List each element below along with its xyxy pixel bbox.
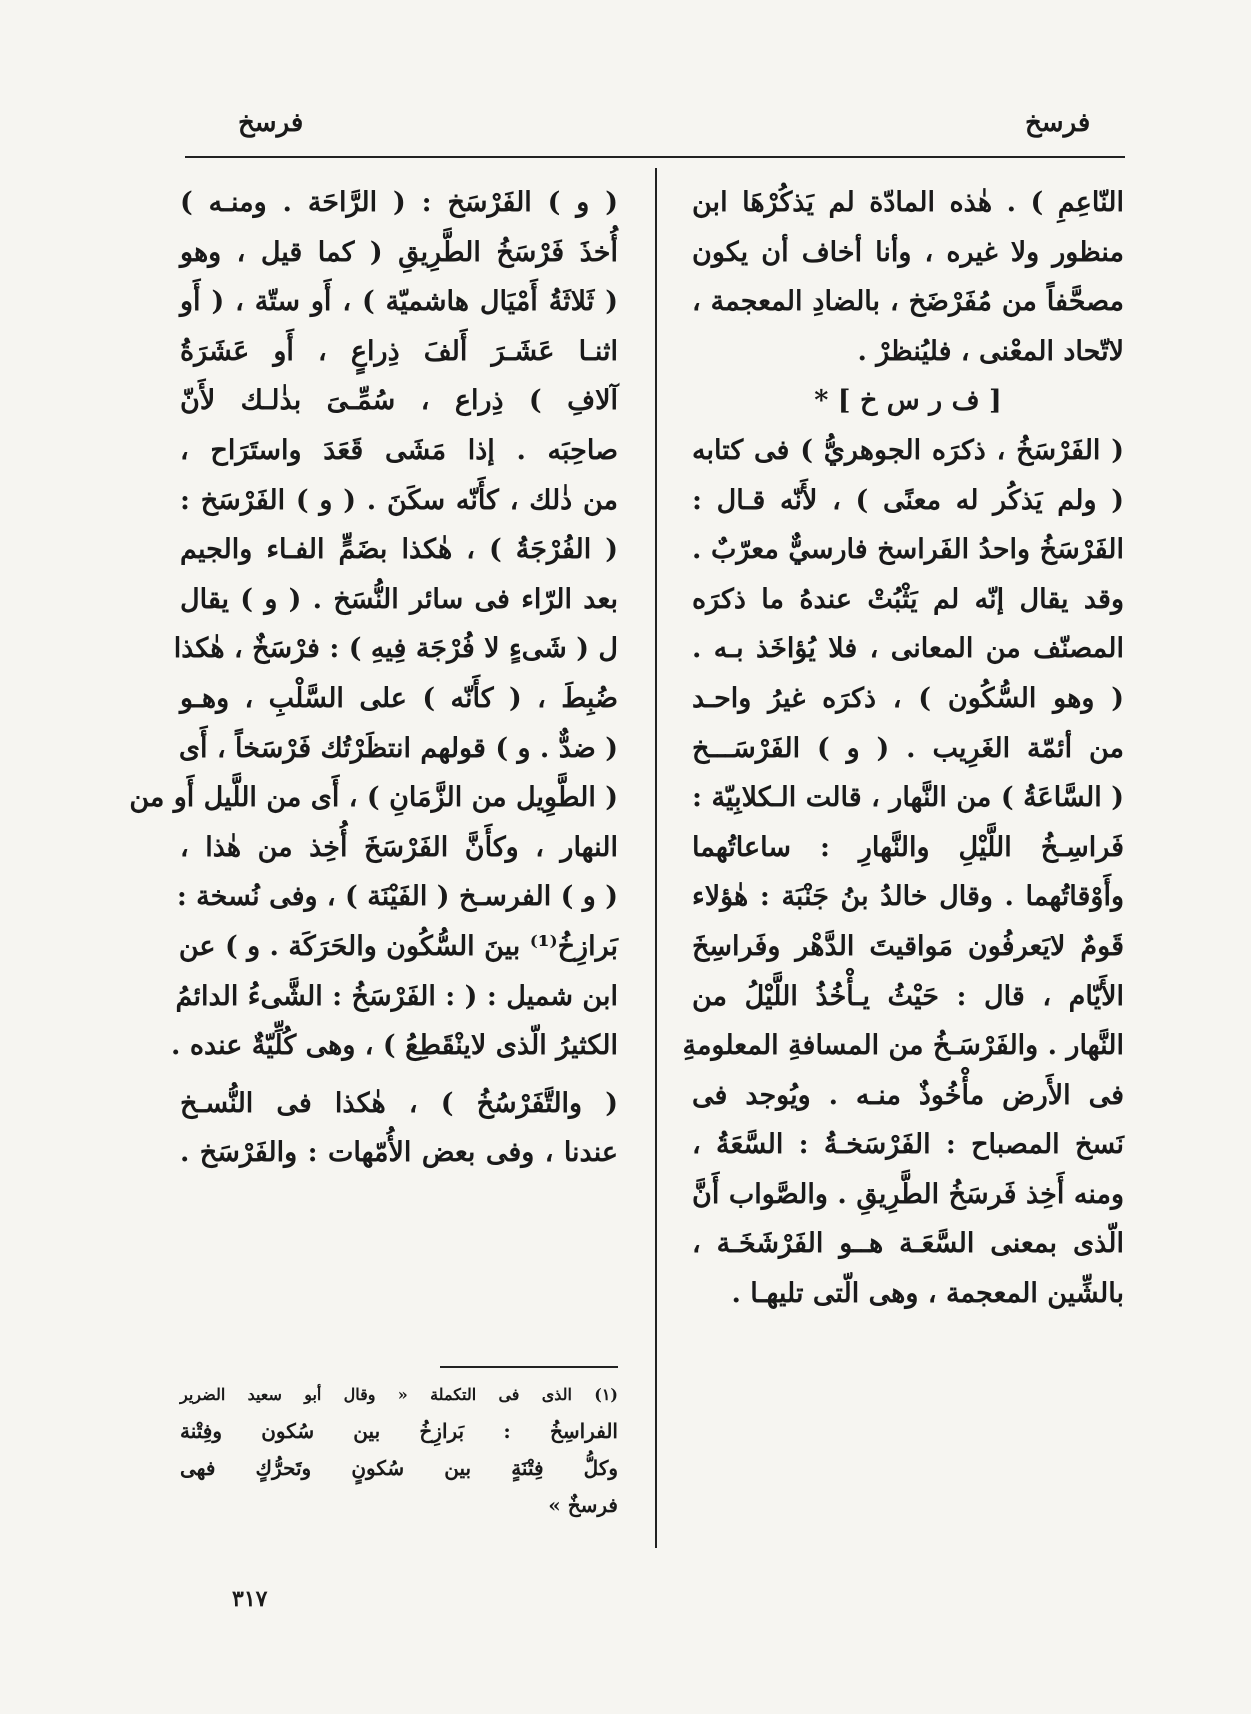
text-line: منظور ولا غيره ، وأنا أخاف أن يكون [692,236,1124,268]
text-line: اثنـا عَشَـرَ أَلفَ ذِراعٍ ، أَو عَشَرَةُ [180,335,618,367]
text-line: ( السَّاعَةُ ) من النَّهار ، قالت الـكلابِيّة : [692,782,1124,814]
footnote-line: فرسخٌ » [548,1493,618,1517]
text-line: ( وهو السُّكُون ) ، ذكرَه غيرُ واحـد [692,682,1124,714]
text-line: ( ثَلاثَةُ أَمْيَال هاشميّة ) ، أَو ستّة ، ( أَو [180,286,618,318]
text-line: ابن شميل : ( : الفَرْسَخُ : الشَّىءُ الدائمُ [175,980,618,1012]
text-line: قَومٌ لايَعرفُون مَواقيتَ الدَّهْر وفَراسِخَ [692,930,1124,962]
left-column [129,178,618,1178]
footnotes [180,1376,618,1524]
text-line: عندنا ، وفى بعض الأُمّهات : والفَرْسَخ . [180,1137,618,1169]
entry-heading: [ ف ر س خ ] * [814,385,1002,417]
text-line: ( و ) الفرسـخ ( الفَيْنَة ) ، وفى نُسخة : [176,881,618,913]
header-rule [185,156,1125,158]
text-line: صاحِبَه . إذا مَشَى قَعَدَ واستَرَاح ، [180,434,618,466]
text-line: ومنه أَخِذ فَرسَخُ الطَّرِيقِ . والصَّواب أَنَّ [692,1178,1124,1210]
column-divider [655,168,657,1548]
text-line: الّذى بمعنى السَّعَـة هــو الفَرْشَخَـة ، [692,1228,1124,1260]
text-line: المصنّف من المعانى ، فلا يُؤاخَذ بـه . [692,633,1124,665]
text-line: ( الفَرْسَخُ ، ذكرَه الجوهريُّ ) فى كتابه [692,434,1124,466]
text-line: آلافِ ) ذِراع ، سُمِّـىَ بذٰلـك لأَنّ [180,385,618,417]
text-line: ( الفُرْجَةُ ) ، هٰكذا بضَمٍّ الفـاء والجيم [180,534,618,566]
running-head-left: فرسخ [238,108,304,138]
right-column [682,178,1124,1319]
text-line: الفَرْسَخُ واحدُ الفَراسخ فارسيٌّ معرّبٌ . [692,534,1124,566]
text-line: بَرازِخُ⁽¹⁾ بينَ السُّكُون والحَرَكَة . و ) عن [178,930,618,962]
text-line: ل ( شَىءٍ لا فُرْجَة فِيهِ ) : فرْسَخٌ ، هٰكذا [173,633,618,665]
text-line: وأَوْقاتُهما . وقال خالدُ بنُ جَنْبَة : هٰؤلاء [692,881,1124,913]
text-line: مصحَّفاً من مُفَرْضَخ ، بالضادِ المعجمة ، [692,286,1124,318]
text-line: نَسخ المصباح : الفَرْسَخـةُ : السَّعَةُ ، [692,1129,1124,1161]
text-line: النَّهار . والفَرْسَـخُ من المسافةِ المعلومةِ [682,1030,1124,1062]
text-line: ضُبِطَ ، ( كأَنّه ) على السَّلْبِ ، وهـو [180,682,618,714]
text-line: ( والتَّفَرْسُخُ ) ، هٰكذا فى النُّسـخ [180,1087,618,1119]
footnote-rule [440,1366,618,1368]
text-line: أُخذَ فَرْسَخُ الطَّرِيقِ ( كما قيل ، وهو [180,236,618,268]
footnote-line: الفراسِخُ : بَرازِخُ بين سُكون وفِتْنة [180,1419,618,1443]
text-line: الأَيّام ، قال : حَيْثُ يـأْخُذُ اللَّيْلُ من [692,980,1124,1012]
text-line: من أئمّة الغَرِيب . ( و ) الفَرْسَـــخ [692,732,1124,764]
footnote-line: وكلُّ فِتْنَةٍ بين سُكونٍ وتَحرُّكٍ فهى [180,1456,618,1480]
text-line: ( ضدٌّ . و ) قولهم انتظَرْتُك فَرْسَخاً ، أَى [178,732,618,764]
text-line: من ذٰلك ، كأَنّه سكَنَ . ( و ) الفَرْسَخ : [180,484,618,516]
text-line: فَراسِـخُ اللَّيْلِ والنَّهارِ : ساعاتُهما [692,831,1124,863]
text-line: وقد يقال إنّه لم يَثْبُتْ عندهُ ما ذكرَه [692,583,1124,615]
text-line: الكثيرُ الّذى لاينْقَطِعُ ) ، وهى كُلِّيّةٌ عنده . [171,1030,618,1062]
text-line: بالشِّين المعجمة ، وهى الّتى تليهـا . [731,1278,1124,1310]
text-line: لاتّحاد المعْنى ، فليُنظرْ . [857,335,1124,367]
text-line: النهار ، وكأَنَّ الفَرْسَخَ أُخِذ من هٰذا ، [180,831,618,863]
text-line: ( و ) الفَرْسَخ : ( الرَّاحَة . ومنـه ) [180,187,618,218]
text-line: فى الأَرض مأْخُوذٌ منـه . ويُوجد فى [692,1079,1124,1111]
text-line: ( الطَّوِيل من الزَّمَانِ ) ، أَى من اللَّيل أَو من [129,782,618,814]
running-head-right: فرسخ [1025,108,1091,138]
text-line: النّاعِمِ ) . هٰذه المادّة لم يَذكُرْهَا ابن [692,187,1124,218]
footnote-line: (١) الذى فى التكملة « وقال أبو سعيد الضرير [180,1385,618,1404]
text-line: بعد الرّاء فى سائر النُّسَخ . ( و ) يقال [180,583,618,615]
text-line: ( ولم يَذكُر له معنًى ) ، لأَنّه قـال : [692,484,1124,516]
page-number: ٣١٧ [232,1586,268,1612]
